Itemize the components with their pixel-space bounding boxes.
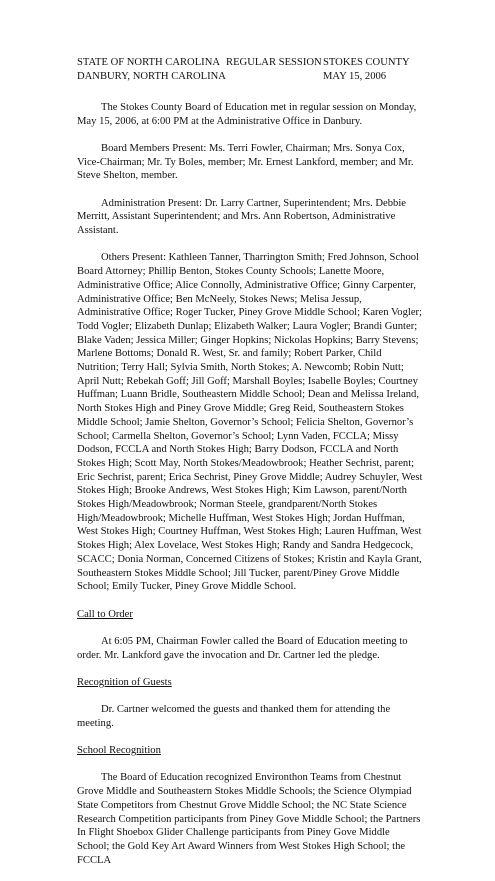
header-session: REGULAR SESSION (226, 57, 322, 68)
header-date: MAY 15, 2006 (323, 71, 387, 82)
header-county: STOKES COUNTY (323, 57, 410, 68)
header-row-1 (77, 56, 423, 70)
recognition-of-guests-paragraph: Dr. Cartner welcomed the guests and thanked them for attending the meeting. (77, 704, 391, 729)
recognition-of-guests-heading: Recognition of Guests (77, 676, 172, 688)
call-to-order-paragraph: At 6:05 PM, Chairman Fowler called the Board of Education meeting to order. Mr. Lankford gave the invocation and Dr. Cartner led the pledge. (77, 635, 408, 661)
header-state: STATE OF NORTH CAROLINA (77, 57, 221, 68)
board-members-paragraph: Board Members Present: Ms. Terri Fowler, Chairman; Mrs. Sonya Cox, Vice-Chairman; Mr. Ty Boles, member; Mr. Ernest Lankford, member; and Mr. Steve Shelton, member. (77, 143, 414, 182)
document-header (77, 56, 423, 84)
document-body (77, 101, 423, 881)
school-recognition-paragraph: The Board of Education recognized Environthon Teams from Chestnut Grove Middle and Southeastern Stokes Middle Schools; the Science Olympiad State Competitors from Chestnut Grove Middle School; the NC State Science Research Competition participants from Piney Gove Middle School; the Partners In Flight Shoebox Glider Challenge participants from Piney Gove Middle School; the Gold Key Art Award Winners from West Stokes High School; the FCCLA (77, 772, 421, 866)
call-to-order-heading: Call to Order (77, 608, 133, 620)
intro-paragraph: The Stokes County Board of Education met in regular session on Monday, May 15, 2006, at 6:00 PM at the Administrative Office in Danbury. (77, 102, 417, 127)
header-city: DANBURY, NORTH CAROLINA (77, 71, 226, 82)
administration-paragraph: Administration Present: Dr. Larry Cartner, Superintendent; Mrs. Debbie Merritt, Assistant Superintendent; and Mrs. Ann Robertson, Administrative Assistant. (77, 197, 406, 237)
header-row-2 (77, 70, 423, 84)
others-present-paragraph: Others Present: Kathleen Tanner, Tharrington Smith; Fred Johnson, School Board Attorney; Phillip Benton, Stokes County Schools; Lanette Moore, Administrative Office; Alice Connolly, Administrative Office; Ginny Carpenter, Administrative Office; Ben McNeely, Stokes News; Melisa Jessup, Administrative Office; Roger Tucker, Piney Grove Middle School; Karen Vogler; Todd Vogler; Elizabeth Dunlap; Elizabeth Walker; Laura Vogler; Brandi Gunter; Blake Vaden; Jessica Miller; Ginger Hopkins; Nickolas Hopkins; Barry Stevens; Marlene Bottoms; Donald R. West, Sr. and family; Robert Parker, Child Nutrition; Terry Hall; Sylvia Smith, North Stokes; A. Newcomb; Robin Nutt; April Nutt; Rebekah Goff; Jill Goff; Marshall Boyles; Isabelle Boyles; Courtney Huffman; Luann Bridle, Southeastern Middle School; Dean and Melissa Ireland, North Stokes High and Piney Grove Middle; Greg Reid, Southeastern Stokes Middle School; Jamie Shelton, Governor’s School; Felicia Shelton, Governor’s School; Carmella Shelton, Governor’s School; Lynn Vaden, FCCLA; Missy Dodson, FCCLA and North Stokes High; Barry Dodson, FCCLA and North Stokes High; Scott May, North Stokes/Meadowbrook; Heather Sechrist, parent; Eric Sechrist, parent; Erica Sechrist, Piney Grove Middle; Audrey Schuyler, West Stokes High; Brooke Andrews, West Stokes High; Kim Lawson, parent/North Stokes High/Meadowbrook; Norman Steele, grandparent/North Stokes High/Meadowbrook; Michelle Huffman, West Stokes High; Jordan Huffman, West Stokes High; Courtney Huffman, West Stokes High; Lauren Huffman, West Stokes High; Alex Lovelace, West Stokes High; Randy and Sandra Hedgecock, SCACC; Donia Norman, Concerned Citizens of Stokes; Kristin and Kayla Grant, Southeastern Stokes Middle School; Jill Tucker, parent/Piney Grove Middle School; Emily Tucker, Piney Grove Middle School. (77, 252, 423, 593)
school-recognition-heading: School Recognition (77, 745, 161, 757)
